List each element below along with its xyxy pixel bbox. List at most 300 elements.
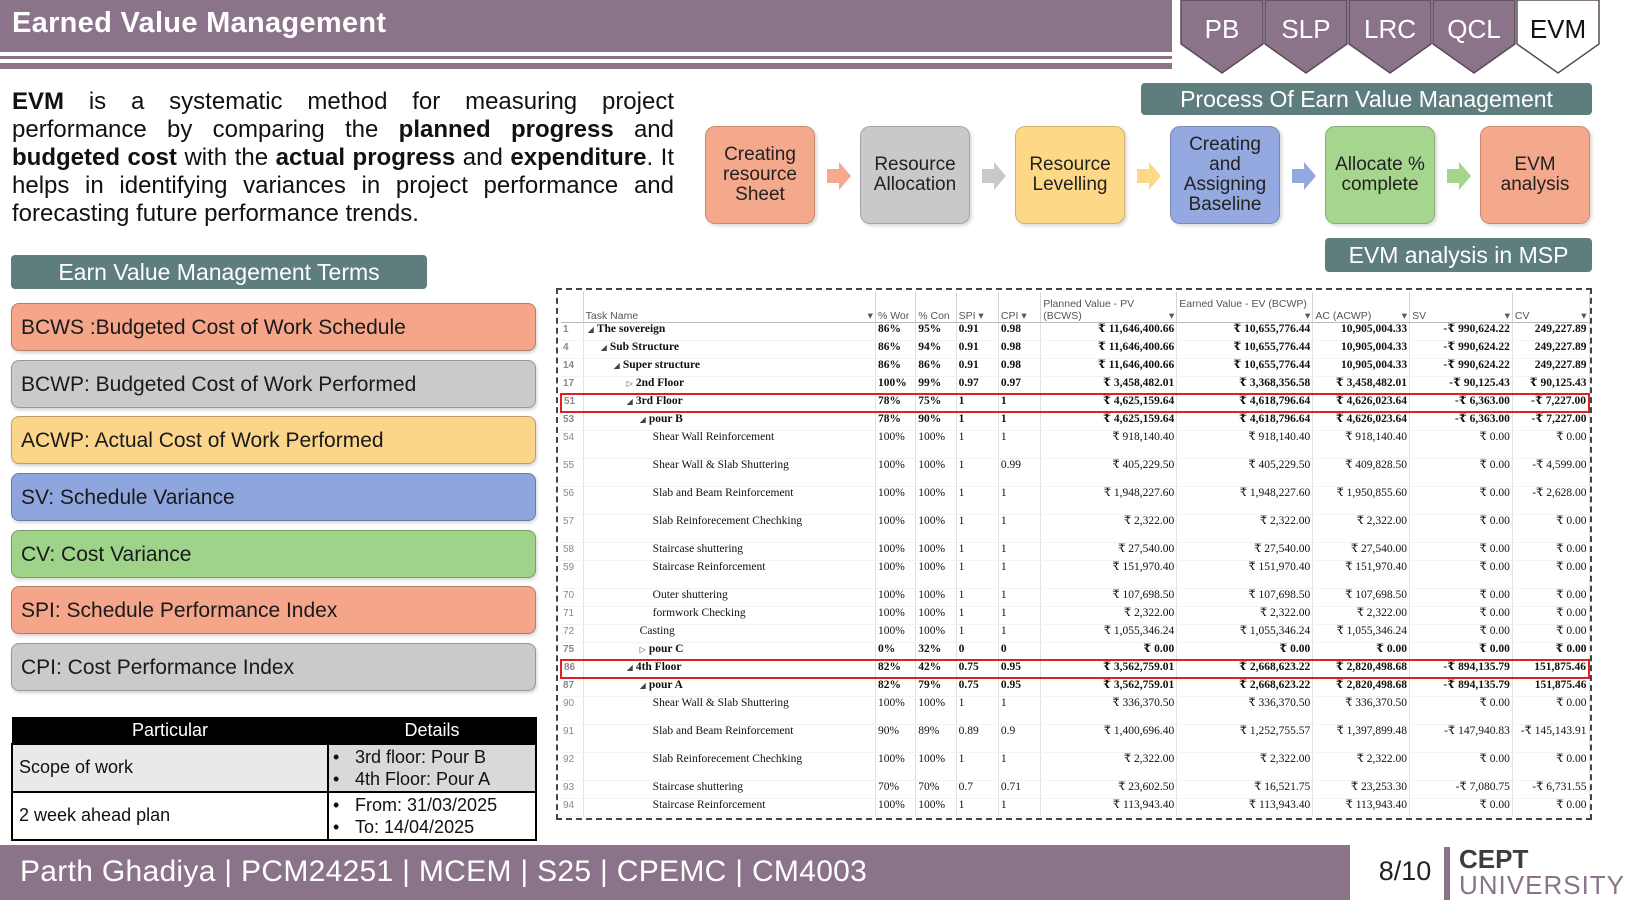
intro-term: expenditure xyxy=(510,144,647,171)
col-header-sv[interactable] xyxy=(1410,292,1513,322)
cell-sv: -₹ 6,363.00 xyxy=(1410,412,1513,430)
cell-con: 100% xyxy=(916,486,956,514)
cell-cv: -₹ 7,227.00 xyxy=(1512,412,1589,430)
cell-wor: 100% xyxy=(875,798,915,816)
task-row-highlighted[interactable] xyxy=(561,660,1589,678)
cell-cpi: 1 xyxy=(998,752,1040,780)
cell-wor: 100% xyxy=(875,752,915,780)
tab-label: PB xyxy=(1204,14,1240,44)
task-name-cell[interactable] xyxy=(583,358,875,376)
cell-con: 70% xyxy=(916,780,956,798)
cell-pv: ₹ 113,943.40 xyxy=(1041,798,1177,816)
task-name: Staircase Reinforcement xyxy=(652,798,766,811)
cell-ev: ₹ 0.00 xyxy=(1177,642,1313,660)
page-number: 8/10 xyxy=(1378,856,1432,886)
cell-con: 100% xyxy=(916,798,956,816)
cell-spi: 1 xyxy=(956,588,998,606)
cell-con: 100% xyxy=(916,458,956,486)
cell-spi: 1 xyxy=(956,412,998,430)
cell-spi: 0 xyxy=(956,642,998,660)
tab-pb[interactable] xyxy=(1180,0,1264,74)
details-table xyxy=(11,717,537,841)
cell-con: 42% xyxy=(916,660,956,678)
task-name: pour B xyxy=(648,413,683,425)
cell-ac: ₹ 0.00 xyxy=(1313,642,1410,660)
cell-cv: ₹ 0.00 xyxy=(1512,514,1589,542)
cell-ac: ₹ 151,970.40 xyxy=(1313,560,1410,588)
cell-ac: 10,905,004.33 xyxy=(1313,322,1410,340)
task-name: Slab and Beam Reinforcement xyxy=(652,724,794,737)
task-id: 93 xyxy=(561,780,583,798)
cell-wor: 0% xyxy=(875,642,915,660)
task-name: Staircase shuttering xyxy=(652,780,744,793)
task-name: Super structure xyxy=(622,358,701,371)
tab-evm[interactable] xyxy=(1516,0,1600,74)
cell-cpi: 0.98 xyxy=(998,322,1040,340)
arrow-right-icon xyxy=(982,162,1006,190)
task-row[interactable] xyxy=(561,322,1589,340)
tab-qcl[interactable] xyxy=(1432,0,1516,74)
arrow-right-icon xyxy=(1447,162,1471,190)
cell-ev: ₹ 27,540.00 xyxy=(1177,542,1313,560)
task-row[interactable] xyxy=(561,696,1589,724)
cell-pv: ₹ 3,562,759.01 xyxy=(1041,678,1177,696)
task-row[interactable] xyxy=(561,430,1589,458)
task-name: Slab Reinforecement Chechking xyxy=(652,752,803,765)
intro-text: is a systematic method for measuring project performance by comparing the xyxy=(12,88,674,143)
task-name: The sovereign xyxy=(596,322,666,335)
cell-wor: 100% xyxy=(875,606,915,624)
cell-pv: ₹ 151,970.40 xyxy=(1041,560,1177,588)
task-row[interactable] xyxy=(561,588,1589,606)
arrow-right-icon xyxy=(1137,162,1161,190)
cell-con: 75% xyxy=(916,394,956,412)
dropdown-icon[interactable]: ▾ xyxy=(1401,309,1408,322)
task-row[interactable] xyxy=(561,412,1589,430)
cell-cv: ₹ 0.00 xyxy=(1512,430,1589,458)
cell-wor: 100% xyxy=(875,624,915,642)
cell-cpi: 0.98 xyxy=(998,358,1040,376)
cell-wor: 78% xyxy=(875,394,915,412)
col-header-cpi[interactable] xyxy=(998,292,1040,322)
cell-spi: 0.91 xyxy=(956,358,998,376)
cell-spi: 1 xyxy=(956,624,998,642)
task-name-cell[interactable] xyxy=(583,340,875,358)
cell-wor: 100% xyxy=(875,514,915,542)
task-row[interactable] xyxy=(561,606,1589,624)
col-header-label: % Con xyxy=(918,309,950,322)
cell-ev: ₹ 10,655,776.44 xyxy=(1177,358,1313,376)
cell-cv: ₹ 0.00 xyxy=(1512,624,1589,642)
details-cell xyxy=(328,792,536,840)
task-row[interactable] xyxy=(561,340,1589,358)
cell-pv: ₹ 2,322.00 xyxy=(1041,752,1177,780)
cell-cv: ₹ 90,125.43 xyxy=(1512,376,1589,394)
task-row[interactable] xyxy=(561,514,1589,542)
cell-ev: ₹ 16,521.75 xyxy=(1177,780,1313,798)
intro-text: with the xyxy=(176,144,276,171)
collapse-icon[interactable]: ◢ xyxy=(626,397,633,406)
cell-con: 95% xyxy=(916,322,956,340)
dropdown-icon[interactable]: ▾ xyxy=(1581,309,1587,322)
col-header-label: % Wor xyxy=(877,309,910,322)
col-header-spi[interactable] xyxy=(956,292,998,322)
intro-paragraph xyxy=(12,88,674,228)
cell-con: 100% xyxy=(916,560,956,588)
cell-spi: 1 xyxy=(956,514,998,542)
cell-wor: 82% xyxy=(875,678,915,696)
cell-ac: ₹ 1,950,855.60 xyxy=(1313,486,1410,514)
cell-cv: ₹ 0.00 xyxy=(1512,642,1589,660)
cell-wor: 100% xyxy=(875,560,915,588)
cell-cpi: 0.95 xyxy=(998,678,1040,696)
cell-ac: 10,905,004.33 xyxy=(1313,358,1410,376)
col-header-pv[interactable] xyxy=(1041,292,1177,322)
intro-text: and xyxy=(613,116,675,143)
cell-sv: ₹ 0.00 xyxy=(1410,542,1513,560)
col-header-ev[interactable] xyxy=(1177,292,1313,322)
cell-con: 100% xyxy=(916,588,956,606)
task-id: 72 xyxy=(561,624,583,642)
collapse-icon[interactable]: ◢ xyxy=(613,360,620,370)
cell-pv: ₹ 11,646,400.66 xyxy=(1041,340,1177,358)
cell-pv: ₹ 4,625,159.64 xyxy=(1041,412,1177,430)
task-name-cell[interactable] xyxy=(583,412,875,430)
cell-ac: ₹ 4,626,023.64 xyxy=(1313,394,1410,412)
task-name-cell[interactable] xyxy=(583,514,875,542)
cell-cpi: 1 xyxy=(998,514,1040,542)
cell-spi: 1 xyxy=(956,798,998,816)
cell-wor: 100% xyxy=(875,696,915,724)
cell-cpi: 1 xyxy=(998,560,1040,588)
cell-cpi: 0.71 xyxy=(998,780,1040,798)
cell-cv: -₹ 145,143.91 xyxy=(1512,724,1589,752)
task-row[interactable] xyxy=(561,376,1589,394)
task-row[interactable] xyxy=(561,752,1589,780)
col-header-complete[interactable] xyxy=(916,292,956,322)
task-name-cell[interactable] xyxy=(583,696,875,724)
cell-cpi: 1 xyxy=(998,394,1040,412)
cell-cv: ₹ 0.00 xyxy=(1512,752,1589,780)
cell-pv: ₹ 2,322.00 xyxy=(1041,606,1177,624)
task-id: 71 xyxy=(561,606,583,624)
task-name: pour C xyxy=(648,642,684,655)
cell-wor: 82% xyxy=(875,660,915,678)
cell-ev: ₹ 2,668,623.22 xyxy=(1177,660,1313,678)
col-header-cv[interactable] xyxy=(1512,292,1589,322)
arrow-right-icon xyxy=(827,162,851,190)
cell-ev: ₹ 2,668,623.22 xyxy=(1177,678,1313,696)
cell-cv: ₹ 0.00 xyxy=(1512,588,1589,606)
intro-text: . It helps in identifying variances in project performance and forecasting future performance trends. xyxy=(12,144,674,227)
col-header-label: CPI xyxy=(1000,309,1019,322)
cell-pv: ₹ 1,400,696.40 xyxy=(1041,724,1177,752)
cell-ev: ₹ 4,618,796.64 xyxy=(1177,394,1313,412)
task-row-highlighted[interactable] xyxy=(561,394,1589,412)
task-name: Slab and Beam Reinforcement xyxy=(652,486,794,499)
cell-ev: ₹ 107,698.50 xyxy=(1177,588,1313,606)
cell-con: 79% xyxy=(916,678,956,696)
cell-cv: -₹ 2,628.00 xyxy=(1512,486,1589,514)
details-particular: 2 week ahead plan xyxy=(12,792,328,840)
dropdown-icon[interactable]: ▾ xyxy=(978,309,984,322)
task-id: 4 xyxy=(561,340,583,358)
cell-cpi: 1 xyxy=(998,542,1040,560)
task-id: 86 xyxy=(561,660,583,678)
cell-cv: 151,875.46 xyxy=(1512,660,1589,678)
task-name-cell[interactable] xyxy=(583,724,875,752)
expand-icon[interactable]: ▷ xyxy=(639,644,646,654)
details-bullet: • 4th Floor: Pour A xyxy=(333,768,535,790)
cell-spi: 1 xyxy=(956,752,998,780)
collapse-icon[interactable]: ◢ xyxy=(587,324,594,334)
task-id: 59 xyxy=(561,560,583,588)
dropdown-icon[interactable]: ▾ xyxy=(1305,309,1311,322)
col-header-label: AC (ACWP) xyxy=(1315,309,1372,322)
cell-cv: ₹ 0.00 xyxy=(1512,560,1589,588)
cell-pv: ₹ 107,698.50 xyxy=(1041,588,1177,606)
details-header-details: Details xyxy=(328,718,536,744)
col-header-task-name[interactable] xyxy=(583,292,875,322)
process-step xyxy=(1480,126,1590,224)
task-id: 87 xyxy=(561,678,583,696)
task-name-cell[interactable] xyxy=(583,780,875,798)
task-name-cell[interactable] xyxy=(583,642,875,660)
cell-ac: ₹ 2,322.00 xyxy=(1313,752,1410,780)
process-step-label: Resource Allocation xyxy=(873,154,957,195)
tab-label: EVM xyxy=(1529,14,1587,44)
task-name-cell[interactable] xyxy=(583,458,875,486)
page-title: Earned Value Management xyxy=(12,7,387,39)
task-row[interactable] xyxy=(561,486,1589,514)
task-name-cell[interactable] xyxy=(583,798,875,816)
task-name: 3rd Floor xyxy=(635,395,683,407)
task-id: 94 xyxy=(561,798,583,816)
cell-cv: 151,875.46 xyxy=(1512,678,1589,696)
cell-sv: ₹ 0.00 xyxy=(1410,588,1513,606)
dropdown-icon[interactable]: ▾ xyxy=(1504,309,1510,322)
task-row[interactable] xyxy=(561,458,1589,486)
task-name: 2nd Floor xyxy=(635,376,685,389)
task-name: Outer shuttering xyxy=(652,588,728,601)
task-id: 51 xyxy=(561,394,583,412)
cell-sv: ₹ 0.00 xyxy=(1410,486,1513,514)
task-name-cell[interactable] xyxy=(583,752,875,780)
cell-sv: -₹ 894,135.79 xyxy=(1410,678,1513,696)
cell-ev: ₹ 1,252,755.57 xyxy=(1177,724,1313,752)
cell-sv: ₹ 0.00 xyxy=(1410,430,1513,458)
cell-ac: ₹ 2,322.00 xyxy=(1313,606,1410,624)
term-acwp: ACWP: Actual Cost of Work Performed xyxy=(11,416,536,464)
task-row[interactable] xyxy=(561,724,1589,752)
cell-cpi: 1 xyxy=(998,696,1040,724)
cell-ac: ₹ 2,322.00 xyxy=(1313,514,1410,542)
task-id: 1 xyxy=(561,322,583,340)
cell-spi: 1 xyxy=(956,560,998,588)
cell-sv: -₹ 7,080.75 xyxy=(1410,780,1513,798)
cell-sv: -₹ 147,940.83 xyxy=(1410,724,1513,752)
cell-con: 100% xyxy=(916,430,956,458)
intro-text: and xyxy=(455,144,511,171)
cell-ev: ₹ 4,618,796.64 xyxy=(1177,412,1313,430)
term-spi: SPI: Schedule Performance Index xyxy=(11,586,536,634)
task-id: 53 xyxy=(561,412,583,430)
cell-sv: ₹ 0.00 xyxy=(1410,752,1513,780)
cell-ev: ₹ 336,370.50 xyxy=(1177,696,1313,724)
cell-pv: ₹ 405,229.50 xyxy=(1041,458,1177,486)
task-row[interactable] xyxy=(561,798,1589,816)
task-row[interactable] xyxy=(561,542,1589,560)
process-step-label: Creating and Assigning Baseline xyxy=(1183,134,1267,215)
cell-cpi: 1 xyxy=(998,412,1040,430)
cell-ac: ₹ 1,055,346.24 xyxy=(1313,624,1410,642)
process-step-label: Creating resource Sheet xyxy=(723,144,797,205)
col-header-work[interactable] xyxy=(875,292,915,322)
cell-cv: -₹ 6,731.55 xyxy=(1512,780,1589,798)
cell-wor: 86% xyxy=(875,340,915,358)
logo-divider xyxy=(1444,847,1450,900)
task-name: Sub Structure xyxy=(609,340,679,353)
cell-sv: ₹ 0.00 xyxy=(1410,560,1513,588)
details-bullet: • From: 31/03/2025 xyxy=(333,794,535,816)
process-step xyxy=(1015,126,1125,224)
cell-cpi: 1 xyxy=(998,624,1040,642)
task-row[interactable] xyxy=(561,560,1589,588)
task-id: 17 xyxy=(561,376,583,394)
cell-spi: 1 xyxy=(956,696,998,724)
cell-wor: 86% xyxy=(875,322,915,340)
cell-ev: ₹ 2,322.00 xyxy=(1177,514,1313,542)
cell-ac: ₹ 107,698.50 xyxy=(1313,588,1410,606)
cell-ev: ₹ 2,322.00 xyxy=(1177,606,1313,624)
task-name-cell[interactable] xyxy=(583,560,875,588)
cell-ac: ₹ 113,943.40 xyxy=(1313,798,1410,816)
tab-label: LRC xyxy=(1363,14,1416,44)
task-name-cell[interactable] xyxy=(583,588,875,606)
cell-cpi: 1 xyxy=(998,430,1040,458)
col-header-label: Planned Value - PV (BCWS) xyxy=(1043,297,1135,322)
expand-icon[interactable]: ▷ xyxy=(626,378,633,388)
task-name: Staircase Reinforcement xyxy=(652,560,766,573)
task-name-cell[interactable] xyxy=(583,678,875,696)
cell-spi: 1 xyxy=(956,606,998,624)
process-title: Process Of Earn Value Management xyxy=(1141,83,1592,115)
cell-pv: ₹ 23,602.50 xyxy=(1041,780,1177,798)
cell-cpi: 1 xyxy=(998,798,1040,816)
cell-ac: ₹ 918,140.40 xyxy=(1313,430,1410,458)
cell-spi: 1 xyxy=(956,458,998,486)
task-name-cell[interactable] xyxy=(583,606,875,624)
cell-wor: 90% xyxy=(875,724,915,752)
collapse-icon[interactable]: ◢ xyxy=(600,342,607,352)
cell-cpi: 1 xyxy=(998,606,1040,624)
cell-cv: -₹ 7,227.00 xyxy=(1512,394,1589,412)
task-name-cell[interactable] xyxy=(583,322,875,340)
process-step xyxy=(1325,126,1435,224)
task-row[interactable] xyxy=(561,358,1589,376)
details-bullet: • To: 14/04/2025 xyxy=(333,816,535,838)
cell-ev: ₹ 918,140.40 xyxy=(1177,430,1313,458)
col-header-ac[interactable] xyxy=(1313,292,1410,322)
tab-slp[interactable] xyxy=(1264,0,1348,74)
msp-title: EVM analysis in MSP xyxy=(1325,238,1592,272)
cell-pv: ₹ 336,370.50 xyxy=(1041,696,1177,724)
task-name-cell[interactable] xyxy=(583,624,875,642)
task-name-cell[interactable] xyxy=(583,542,875,560)
cell-ev: ₹ 10,655,776.44 xyxy=(1177,340,1313,358)
cell-ac: ₹ 3,458,482.01 xyxy=(1313,376,1410,394)
cell-ac: ₹ 27,540.00 xyxy=(1313,542,1410,560)
dropdown-icon[interactable]: ▾ xyxy=(867,309,873,322)
tab-label: SLP xyxy=(1281,14,1331,44)
cell-ev: ₹ 151,970.40 xyxy=(1177,560,1313,588)
task-name-cell[interactable] xyxy=(583,430,875,458)
cell-spi: 1 xyxy=(956,486,998,514)
cell-ac: ₹ 336,370.50 xyxy=(1313,696,1410,724)
dropdown-icon[interactable]: ▾ xyxy=(1021,309,1027,322)
process-step xyxy=(705,126,815,224)
task-row[interactable] xyxy=(561,678,1589,696)
task-name-cell[interactable] xyxy=(583,376,875,394)
cell-pv: ₹ 3,458,482.01 xyxy=(1041,376,1177,394)
col-header-label: Earned Value - EV (BCWP) xyxy=(1179,297,1307,310)
cell-ac: 10,905,004.33 xyxy=(1313,340,1410,358)
task-name-cell[interactable] xyxy=(583,394,875,412)
cell-cpi: 0.99 xyxy=(998,458,1040,486)
cell-sv: ₹ 0.00 xyxy=(1410,642,1513,660)
task-row[interactable] xyxy=(561,624,1589,642)
collapse-icon[interactable]: ◢ xyxy=(639,681,646,690)
task-row[interactable] xyxy=(561,642,1589,660)
details-cell xyxy=(328,744,536,792)
intro-term: planned progress xyxy=(398,116,614,143)
cell-cpi: 0.98 xyxy=(998,340,1040,358)
tab-lrc[interactable] xyxy=(1348,0,1432,74)
task-name-cell[interactable] xyxy=(583,660,875,678)
cell-sv: -₹ 6,363.00 xyxy=(1410,394,1513,412)
msp-grid xyxy=(560,292,1590,817)
col-header-label: SV xyxy=(1412,309,1427,322)
cell-cv: 249,227.89 xyxy=(1512,322,1589,340)
cell-pv: ₹ 2,322.00 xyxy=(1041,514,1177,542)
task-name: formwork Checking xyxy=(652,606,746,619)
task-name-cell[interactable] xyxy=(583,486,875,514)
collapse-icon[interactable]: ◢ xyxy=(626,663,633,672)
task-row[interactable] xyxy=(561,780,1589,798)
cell-cpi: 0.97 xyxy=(998,376,1040,394)
cell-sv: ₹ 0.00 xyxy=(1410,798,1513,816)
dropdown-icon[interactable]: ▾ xyxy=(1168,309,1175,322)
cell-con: 32% xyxy=(916,642,956,660)
cell-spi: 0.7 xyxy=(956,780,998,798)
task-id: 55 xyxy=(561,458,583,486)
cell-ev: ₹ 10,655,776.44 xyxy=(1177,322,1313,340)
task-id: 14 xyxy=(561,358,583,376)
cell-spi: 1 xyxy=(956,430,998,458)
cell-cv: ₹ 0.00 xyxy=(1512,606,1589,624)
cell-spi: 1 xyxy=(956,542,998,560)
footer-bar xyxy=(0,845,1350,900)
cell-sv: ₹ 0.00 xyxy=(1410,514,1513,542)
col-header-label: CV xyxy=(1514,309,1530,322)
cell-spi: 1 xyxy=(956,394,998,412)
cell-cpi: 1 xyxy=(998,486,1040,514)
details-particular: Scope of work xyxy=(12,744,328,792)
collapse-icon[interactable]: ◢ xyxy=(639,415,646,424)
header-bar xyxy=(0,0,1172,52)
cell-ev: ₹ 1,055,346.24 xyxy=(1177,624,1313,642)
cell-wor: 100% xyxy=(875,588,915,606)
